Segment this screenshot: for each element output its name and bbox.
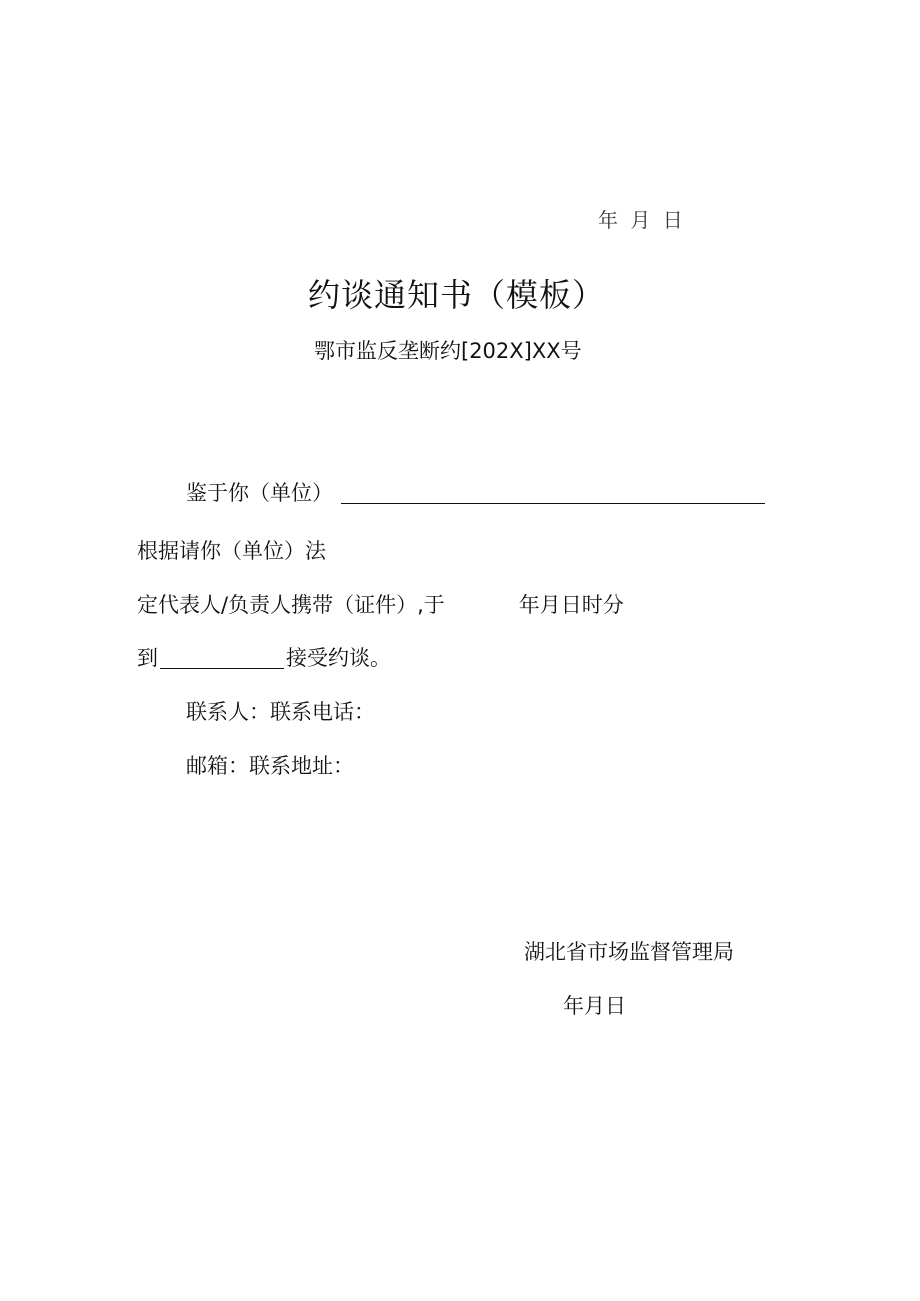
unit-name-blank [341,483,765,504]
document-number: 鄂市监反垄断约[202X]XX号 [314,339,582,363]
line4-suffix: 接受约谈。 [286,646,391,670]
contact-line: 联系人：联系电话： [186,700,375,724]
line3-datetime: 年月日时分 [518,593,624,617]
paragraph-line-4 [137,648,391,669]
mail-line: 邮箱：联系地址： [186,754,354,778]
location-blank [160,648,284,669]
paragraph-line-3 [137,595,624,616]
paragraph-line-1 [186,483,765,504]
signature-date: 年月日 [563,994,626,1018]
issuer-name: 湖北省市场监督管理局 [524,940,734,964]
document-title: 约谈通知书（模板） [308,276,606,314]
paragraph-line-2: 根据请你（单位）法 [137,539,326,563]
line4-prefix: 到 [137,646,158,670]
line3-text: 定代表人/负责人携带（证件）,于 [137,593,445,617]
line1-text: 鉴于你（单位） [186,481,333,505]
header-date: 年 月 日 [598,208,686,232]
